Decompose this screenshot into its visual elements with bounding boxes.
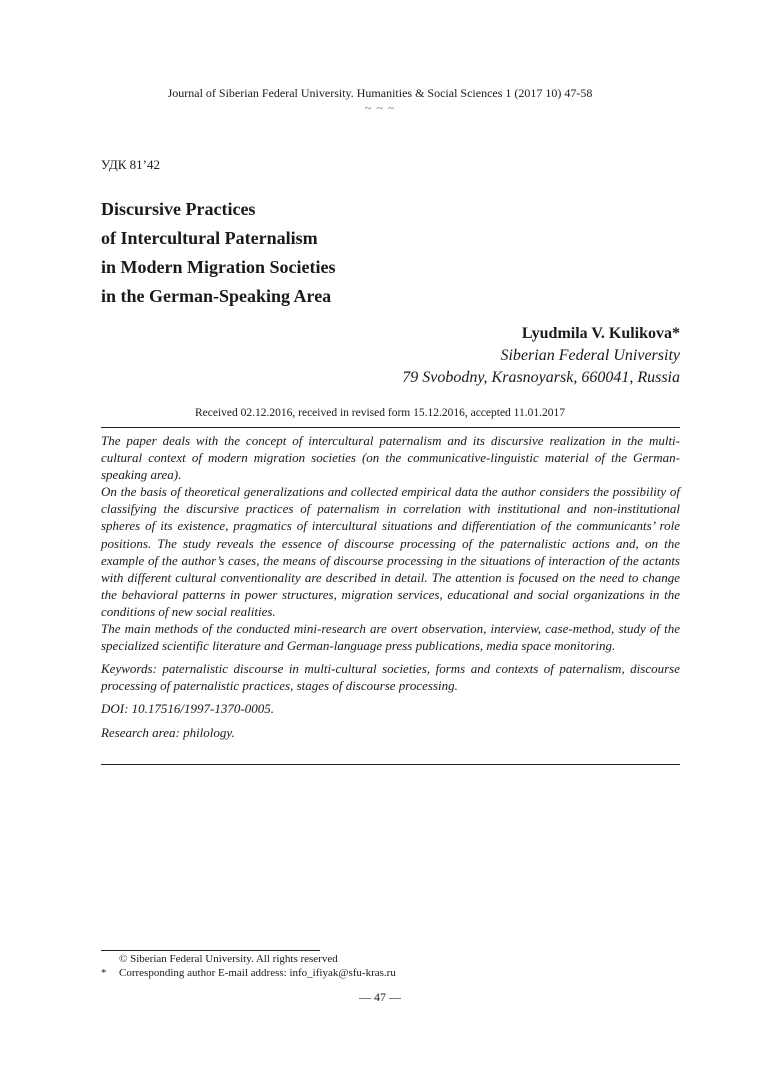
title-line-1: Discursive Practices [101, 199, 256, 219]
author-name: Lyudmila V. Kulikova* [521, 325, 680, 342]
abstract [101, 432, 680, 741]
corresponding-email: Corresponding author E-mail address: info_ifiyak@sfu-kras.ru [119, 967, 396, 979]
abstract-paragraph-2: On the basis of theoretical generalizations and collected empirical data the author considers the possibility of classifying the discursive practices of paternalism in correlation with institutional and non-institutional spheres of its existence, pragmatics of intercultural situations and differentiation of the communicants’ role positions. The study reveals the essence of discourse processing of the paternalistic actions and, on the example of the author’s cases, the means of discourse processing in the situations of interaction of the actants with different cultural conventionality are described in detail. The attention is focused on the need to change the behavioral patterns in power structures, migration services, educational and social organizations in the conditions of new social realities. [101, 484, 680, 619]
author-block [402, 323, 680, 389]
journal-header: Journal of Siberian Federal University. Humanities & Social Sciences 1 (2017 10) 47-58 [167, 86, 593, 100]
abstract-paragraph-1: The paper deals with the concept of intercultural paternalism and its discursive realization in the multi-cultural context of modern migration societies (on the communicative-linguistic material of the German-speaking area). [101, 433, 680, 483]
abstract-bottom-rule [101, 764, 680, 765]
udk-code: УДК 81’42 [101, 157, 161, 172]
abstract-paragraph-3: The main methods of the conducted mini-research are overt observation, interview, case-method, study of the specialized scientific literature and German-language press publications, media space monitoring. [101, 621, 680, 654]
article-title [101, 195, 335, 311]
header-ornament: ~ ~ ~ [364, 101, 396, 115]
page-number: — 47 — [359, 990, 401, 1004]
author-affiliation: Siberian Federal University [500, 347, 680, 364]
footnote-corresponding [101, 967, 396, 979]
title-line-3: in Modern Migration Societies [101, 257, 336, 277]
author-address: 79 Svobodny, Krasnoyarsk, 660041, Russia [402, 369, 680, 386]
research-area: Research area: philology. [101, 724, 235, 740]
title-line-2: of Intercultural Paternalism [101, 228, 318, 248]
footnote-copyright [101, 953, 338, 965]
abstract-top-rule [101, 427, 680, 428]
doi: DOI: 10.17516/1997-1370-0005. [101, 701, 274, 717]
keywords: Keywords: paternalistic discourse in multi-cultural societies, forms and contexts of paternalism, discourse processing of paternalistic practices, stages of discourse processing. [101, 661, 680, 694]
footnote-star: * [101, 967, 107, 979]
title-line-4: in the German-Speaking Area [101, 286, 332, 306]
copyright-text: © Siberian Federal University. All rights reserved [119, 953, 338, 965]
footnote-rule [101, 950, 320, 951]
received-dates: Received 02.12.2016, received in revised form 15.12.2016, accepted 11.01.2017 [194, 407, 566, 419]
